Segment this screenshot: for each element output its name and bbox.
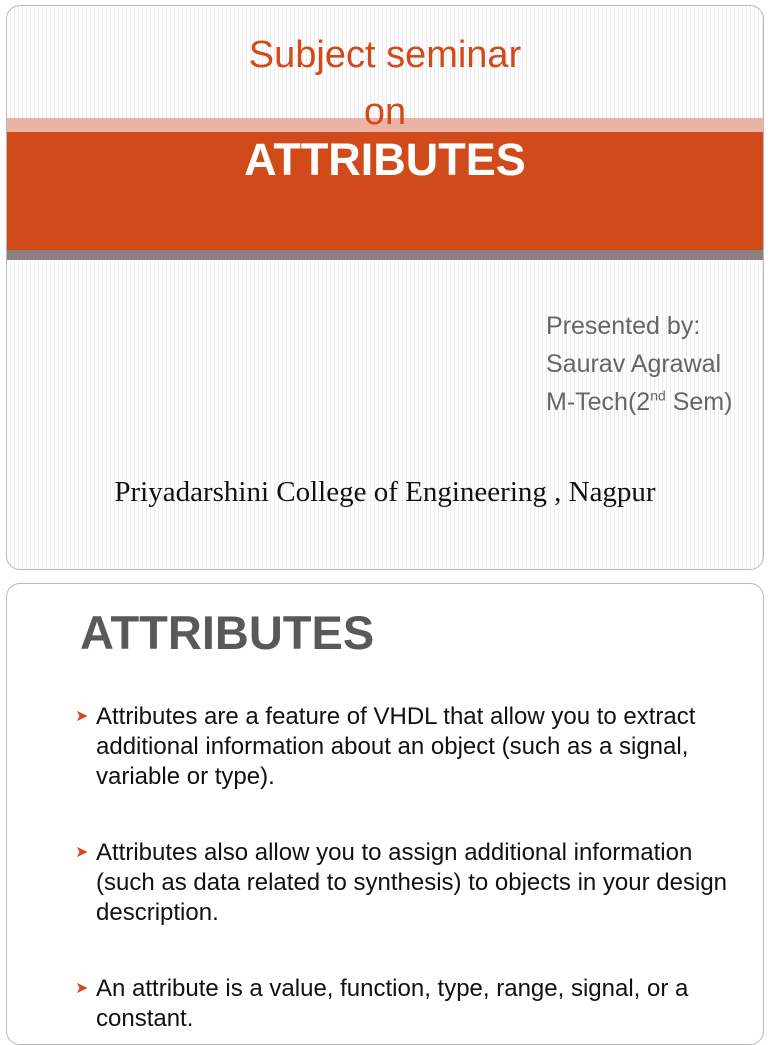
presenter-course xyxy=(546,383,732,421)
presenter-name: Saurav Agrawal xyxy=(546,350,722,378)
college-name: Priyadarshini College of Engineering , Nagpur xyxy=(114,476,656,508)
course-prefix: M-Tech(2 xyxy=(546,388,651,416)
course-superscript: nd xyxy=(650,387,666,404)
bullet-text: Attributes are a feature of VHDL that allow you to extract additional information about an object (such as a signal, variable or type). xyxy=(96,703,696,790)
presenter-label: Presented by: xyxy=(546,312,701,340)
bullet-text: An attribute is a value, function, type, range, signal, or a constant. xyxy=(96,975,689,1032)
bullet-item xyxy=(75,702,745,792)
content-slide xyxy=(6,583,764,1045)
subtitle-line-1: Subject seminar xyxy=(248,34,522,76)
subtitle-line-2: on xyxy=(363,91,407,133)
title-slide xyxy=(6,5,764,570)
bullet-item xyxy=(75,838,745,928)
slide-title: ATTRIBUTES xyxy=(244,134,526,185)
arrow-bullet-icon: ➤ xyxy=(75,844,89,861)
presenter-block xyxy=(546,307,732,421)
arrow-bullet-icon: ➤ xyxy=(75,708,89,725)
bullet-text: Attributes also allow you to assign additional information (such as data related to synthesis) to objects in your design description. xyxy=(96,839,728,926)
gray-accent-band xyxy=(7,250,763,260)
bullet-item xyxy=(75,974,745,1034)
bullet-list xyxy=(75,702,745,1034)
course-suffix: Sem) xyxy=(665,388,733,416)
slide-heading: ATTRIBUTES xyxy=(80,606,375,659)
arrow-bullet-icon: ➤ xyxy=(75,980,89,997)
